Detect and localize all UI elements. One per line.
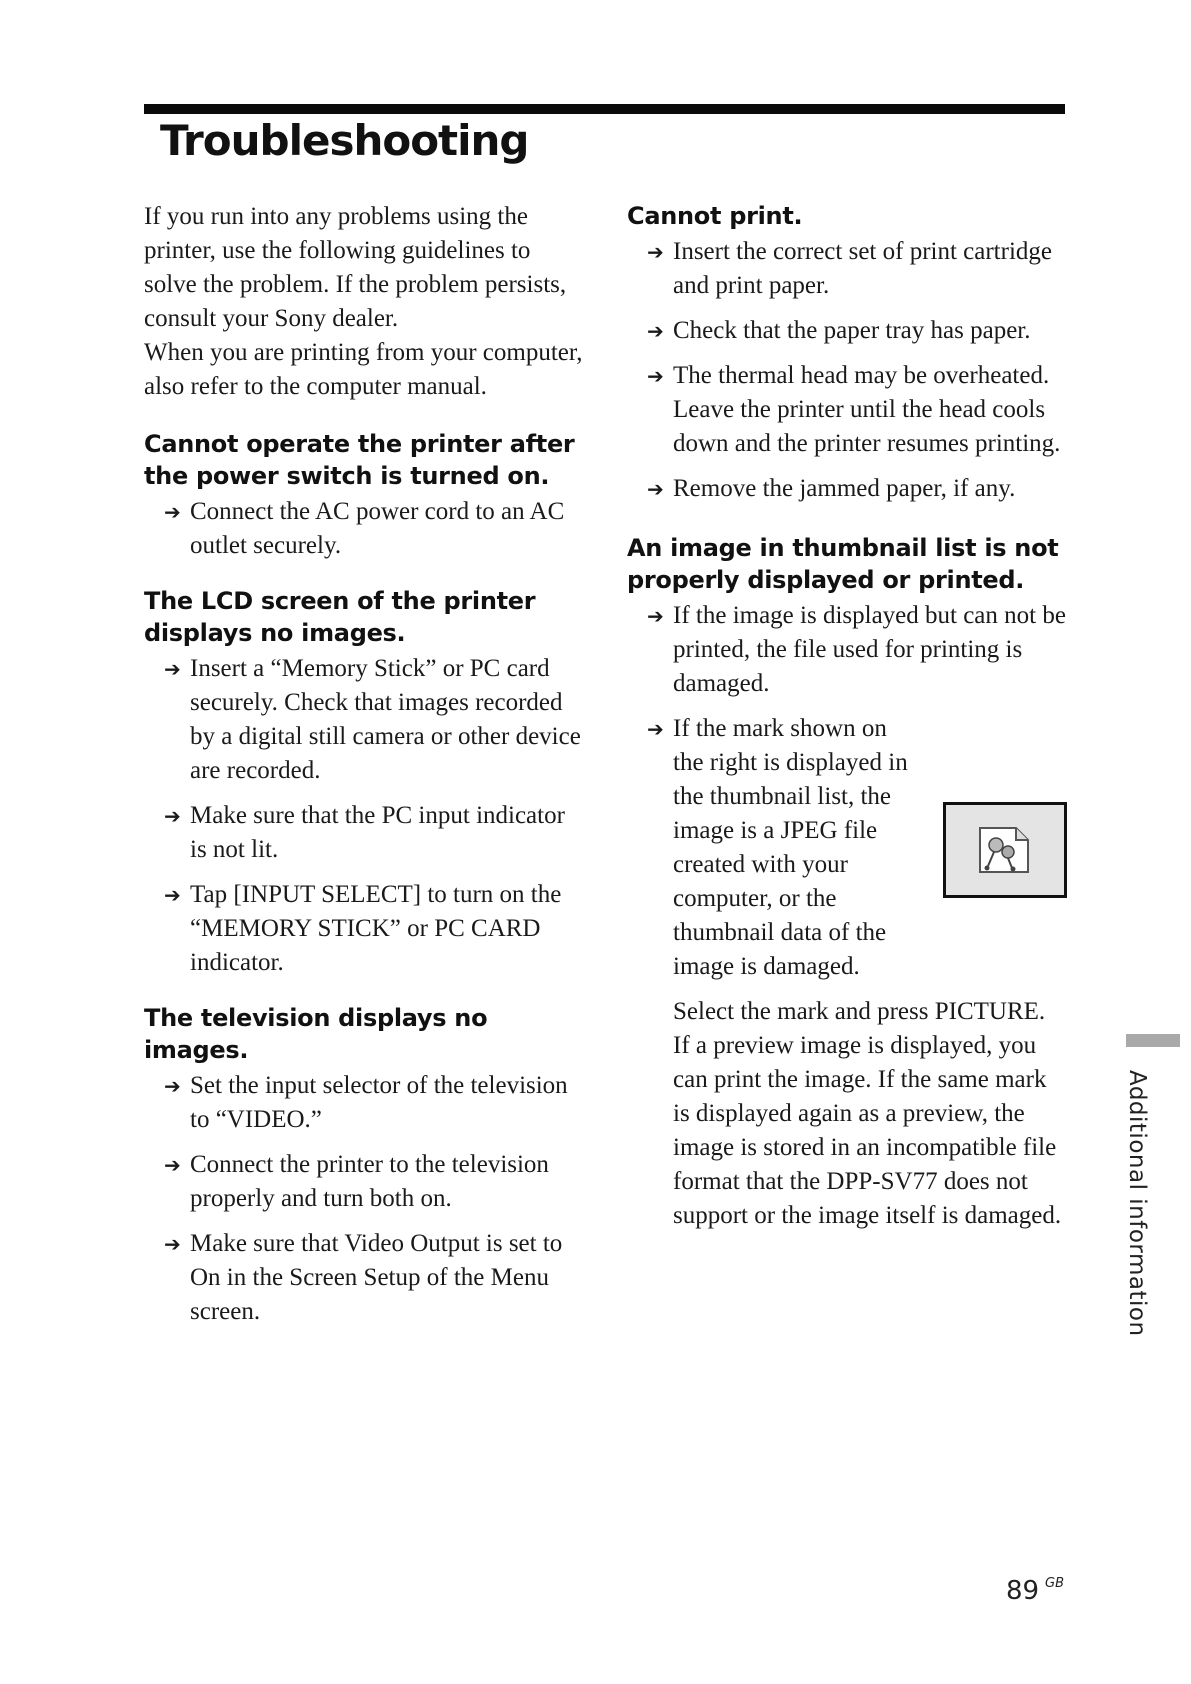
damaged-thumbnail-icon [943, 802, 1067, 898]
list-item-text: Check that the paper tray has paper. [673, 317, 1031, 344]
list-item-text: Insert a “Memory Stick” or PC card securely. Check that images recorded by a digital still camera or other device are recorded. [190, 655, 581, 784]
section-heading: The television displays no images. [144, 1004, 488, 1064]
right-column [627, 200, 1067, 1255]
list-item-text: If the mark shown on the right is displayed in the thumbnail list, the image is a JPEG file created with your computer, or the thumbnail data of the image is damaged. [673, 715, 908, 980]
list-item [144, 799, 584, 867]
list-item [627, 712, 1067, 984]
arrow-icon: ➔ [164, 1153, 181, 1177]
arrow-icon: ➔ [647, 240, 664, 264]
list-item [627, 235, 1067, 303]
page-title: Troubleshooting [160, 116, 529, 165]
list-item-text: Make sure that Video Output is set to On in the Screen Setup of the Menu screen. [190, 1230, 563, 1325]
list-item [144, 1069, 584, 1137]
arrow-icon: ➔ [164, 1232, 181, 1256]
list-item-text: Make sure that the PC input indicator is not lit. [190, 802, 565, 863]
arrow-icon: ➔ [647, 604, 664, 628]
note-paragraph: Select the mark and press PICTURE. If a preview image is displayed, you can print the image. If the same mark is displayed again as a preview, the image is stored in an incompatible file format that the DPP-SV77 does not support or the image itself is damaged. [673, 998, 1062, 1229]
side-tab-marker [1126, 1034, 1180, 1047]
intro-paragraph: If you run into any problems using the printer, use the following guidelines to solve the problem. If the problem persists, consult your Sony dealer. [144, 203, 567, 332]
section-heading: An image in thumbnail list is not properly displayed or printed. [627, 534, 1059, 594]
list-item-text: Connect the printer to the television properly and turn both on. [190, 1151, 549, 1212]
list-item-text: Insert the correct set of print cartridge and print paper. [673, 238, 1052, 299]
arrow-icon: ➔ [647, 364, 664, 388]
intro-paragraph: When you are printing from your computer, also refer to the computer manual. [144, 339, 583, 400]
list-item [144, 652, 584, 788]
list-item [144, 878, 584, 980]
page-language-suffix: GB [1045, 1576, 1064, 1591]
list-item-text: Tap [INPUT SELECT] to turn on the “MEMORY STICK” or PC CARD indicator. [190, 881, 562, 976]
list-item-text: Remove the jammed paper, if any. [673, 475, 1016, 502]
arrow-icon: ➔ [164, 883, 181, 907]
list-item-text: The thermal head may be overheated. Leave the printer until the head cools down and the printer resumes printing. [673, 362, 1061, 457]
arrow-icon: ➔ [164, 1074, 181, 1098]
list-item-text: If the image is displayed but can not be printed, the file used for printing is damaged. [673, 602, 1066, 697]
arrow-icon: ➔ [164, 804, 181, 828]
section-television [144, 1002, 584, 1329]
side-section-label: Additional information [1124, 1070, 1150, 1337]
section-power-switch [144, 428, 584, 563]
list-item [144, 495, 584, 563]
list-item [627, 472, 1067, 506]
list-item [627, 599, 1067, 701]
list-item-text: Connect the AC power cord to an AC outlet securely. [190, 498, 565, 559]
section-thumbnail [627, 532, 1067, 1233]
list-item-text: Set the input selector of the television to “VIDEO.” [190, 1072, 568, 1133]
list-item [627, 314, 1067, 348]
arrow-icon: ➔ [647, 717, 664, 741]
page-number: 89 [1006, 1576, 1040, 1606]
list-item [627, 359, 1067, 461]
section-lcd-screen [144, 585, 584, 980]
section-heading: The LCD screen of the printer displays no images. [144, 587, 536, 647]
section-cannot-print [627, 200, 1067, 506]
section-heading: Cannot operate the printer after the power switch is turned on. [144, 430, 575, 490]
arrow-icon: ➔ [164, 500, 181, 524]
arrow-icon: ➔ [647, 319, 664, 343]
left-column [144, 200, 584, 1351]
arrow-icon: ➔ [647, 477, 664, 501]
list-item [144, 1227, 584, 1329]
list-item [144, 1148, 584, 1216]
section-heading: Cannot print. [627, 202, 803, 230]
title-rule [144, 104, 1065, 114]
arrow-icon: ➔ [164, 657, 181, 681]
